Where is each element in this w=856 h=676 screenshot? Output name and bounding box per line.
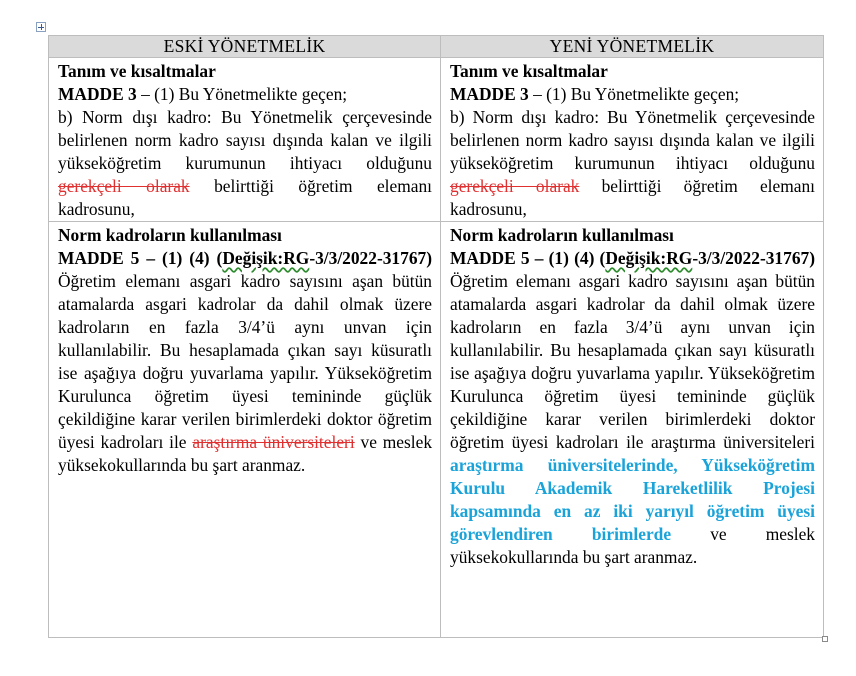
new-regulation-header: YENİ YÖNETMELİK [441, 36, 824, 58]
gazette-reference: -3/3/2022-31767) [692, 248, 815, 268]
body-text: b) Norm dışı kadro: Bu Yönetmelik çerçevesinde belirlenen norm kadro sayısı dışında kalan ve ilgili yükseköğretim kurumunun ihtiyacı olduğunu [450, 107, 815, 173]
body-text-end: belirttiği öğretim elemanı kadrosunu, [450, 176, 815, 219]
table-move-handle-icon[interactable] [36, 22, 46, 32]
retained-text: araştırma üniversiteleri [651, 432, 815, 452]
section-title: Tanım ve kısaltmalar [450, 61, 608, 81]
amendment-marker: Değişik:RG [605, 248, 693, 268]
body-text-end: belirttiği öğretim elemanı kadrosunu, [58, 176, 432, 219]
deleted-text: araştırma üniversiteleri [192, 432, 355, 452]
body-text: b) Norm dışı kadro: Bu Yönetmelik çerçevesinde belirlenen norm kadro sayısı dışında kalan ve ilgili yükseköğretim kurumunun ihtiyacı olduğunu [58, 107, 432, 173]
article-intro: – (1) Bu Yönetmelikte geçen; [528, 84, 740, 104]
comparison-table [48, 35, 824, 638]
new-cell-article-5[interactable] [441, 222, 824, 638]
section-title: Tanım ve kısaltmalar [58, 61, 216, 81]
old-cell-article-5[interactable] [49, 222, 441, 638]
table-resize-handle-icon[interactable] [822, 636, 828, 642]
section-title: Norm kadroların kullanılması [450, 225, 674, 245]
article-number: MADDE 3 [450, 84, 529, 104]
inserted-text: araştırma üniversitelerinde, Yükseköğretim Kurulu Akademik Hareketlilik Projesi kapsamında en az iki yarıyıl öğretim üyesi görevlendiren birimlerde [450, 455, 815, 544]
article-intro: – (1) Bu Yönetmelikte geçen; [136, 84, 348, 104]
article-number: MADDE 5 – (1) (4) ( [450, 248, 606, 268]
article-number: MADDE 3 [58, 84, 137, 104]
gazette-reference: -3/3/2022-31767) [309, 248, 432, 268]
article-body [450, 247, 815, 569]
table-row [49, 58, 824, 222]
body-text-end: ve meslek yüksekokullarında bu şart aranmaz. [58, 432, 433, 475]
article-body [58, 247, 432, 477]
table-row [49, 222, 824, 638]
article-line [58, 83, 432, 106]
header-row [49, 36, 824, 58]
deleted-text: gerekçeli olarak [450, 176, 580, 196]
article-body [450, 106, 815, 221]
deleted-text: gerekçeli olarak [58, 176, 190, 196]
article-number: MADDE 5 – (1) (4) ( [58, 248, 223, 268]
body-text: Öğretim elemanı asgari kadro sayısını aşan bütün atamalarda asgari kadrolar da dahil olmak üzere kadroların en fazla 3/4’ü aynı unvan için kullanılabilir. Bu hesaplamada çıkan sayı küsuratlı ise aşağıya doğru yuvarlama yapılır. Yükseköğretim Kurulunca öğretim üyesi temininde güçlük çekildiğine karar verilen birimlerdeki doktor öğretim üyesi kadroları ile [58, 271, 432, 452]
article-body [58, 106, 432, 221]
article-line [450, 83, 815, 106]
old-regulation-header: ESKİ YÖNETMELİK [49, 36, 441, 58]
body-text-end: ve meslek yüksekokullarında bu şart aranmaz. [450, 524, 815, 567]
old-cell-article-3[interactable] [49, 58, 441, 222]
body-text: Öğretim elemanı asgari kadro sayısını aşan bütün atamalarda asgari kadrolar da dahil olmak üzere kadroların en fazla 3/4’ü aynı unvan için kullanılabilir. Bu hesaplamada çıkan sayı küsuratlı ise aşağıya doğru yuvarlama yapılır. Yükseköğretim Kurulunca öğretim üyesi temininde güçlük çekildiğine karar verilen birimlerdeki doktor öğretim üyesi kadroları ile [450, 271, 815, 452]
new-cell-article-3[interactable] [441, 58, 824, 222]
amendment-marker: Değişik:RG [222, 248, 310, 268]
section-title: Norm kadroların kullanılması [58, 225, 282, 245]
